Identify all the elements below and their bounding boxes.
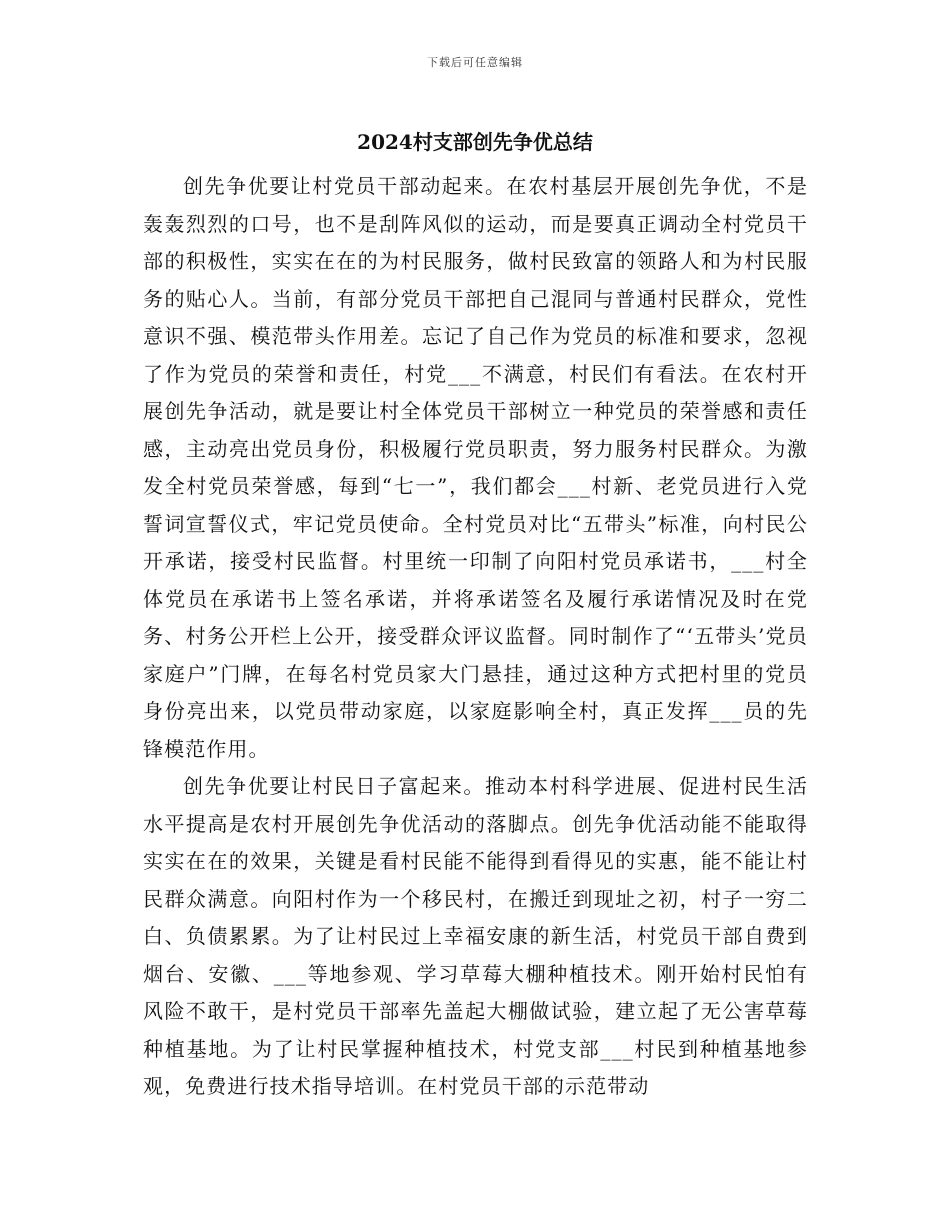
paragraph: 创先争优要让村党员干部动起来。在农村基层开展创先争优，不是轰轰烈烈的口号，也不是刮阵风似的运动，而是要真正调动全村党员干部的积极性，实实在在的为村民服务，做村民致富的领路人和为村民服务的贴心人。当前，有部分党员干部把自己混同与普通村民群众，党性意识不强、模范带头作用差。忘记了自己作为党员的标准和要求，忽视了作为党员的荣誉和责任，村党___不满意，村民们有看法。在农村开展创先争活动，就是要让村全体党员干部树立一种党员的荣誉感和责任感，主动亮出党员身份，积极履行党员职责，努力服务村民群众。为激发全村党员荣誉感，每到“七一”，我们都会___村新、老党员进行入党誓词宣誓仪式，牢记党员使命。全村党员对比“五带头”标准，向村民公开承诺，接受村民监督。村里统一印制了向阳村党员承诺书，___村全体党员在承诺书上签名承诺，并将承诺签名及履行承诺情况及时在党务、村务公开栏上公开，接受群众评议监督。同时制作了“‘五带头’党员家庭户”门牌，在每名村党员家大门悬挂，通过这种方式把村里的党员身份亮出来，以党员带动家庭，以家庭影响全村，真正发挥___员的先锋模范作用。 <box>143 174 808 761</box>
document-body <box>143 168 808 1106</box>
paragraph: 创先争优要让村民日子富起来。推动本村科学进展、促进村民生活水平提高是农村开展创先争优活动的落脚点。创先争优活动能不能取得实实在在的效果，关键是看村民能不能得到看得见的实惠，能不能让村民群众满意。向阳村作为一个移民村，在搬迁到现址之初，村子一穷二白、负债累累。为了让村民过上幸福安康的新生活，村党员干部自费到烟台、安徽、___等地参观、学习草莓大棚种植技术。刚开始村民怕有风险不敢干，是村党员干部率先盖起大棚做试验，建立起了无公害草莓种植基地。为了让村民掌握种植技术，村党支部___村民到种植基地参观，免费进行技术指导培训。在村党员干部的示范带动 <box>143 774 808 1098</box>
page-header-note: 下载后可任意编辑 <box>427 56 523 69</box>
document-title: 2024村支部创先争优总结 <box>357 130 593 154</box>
